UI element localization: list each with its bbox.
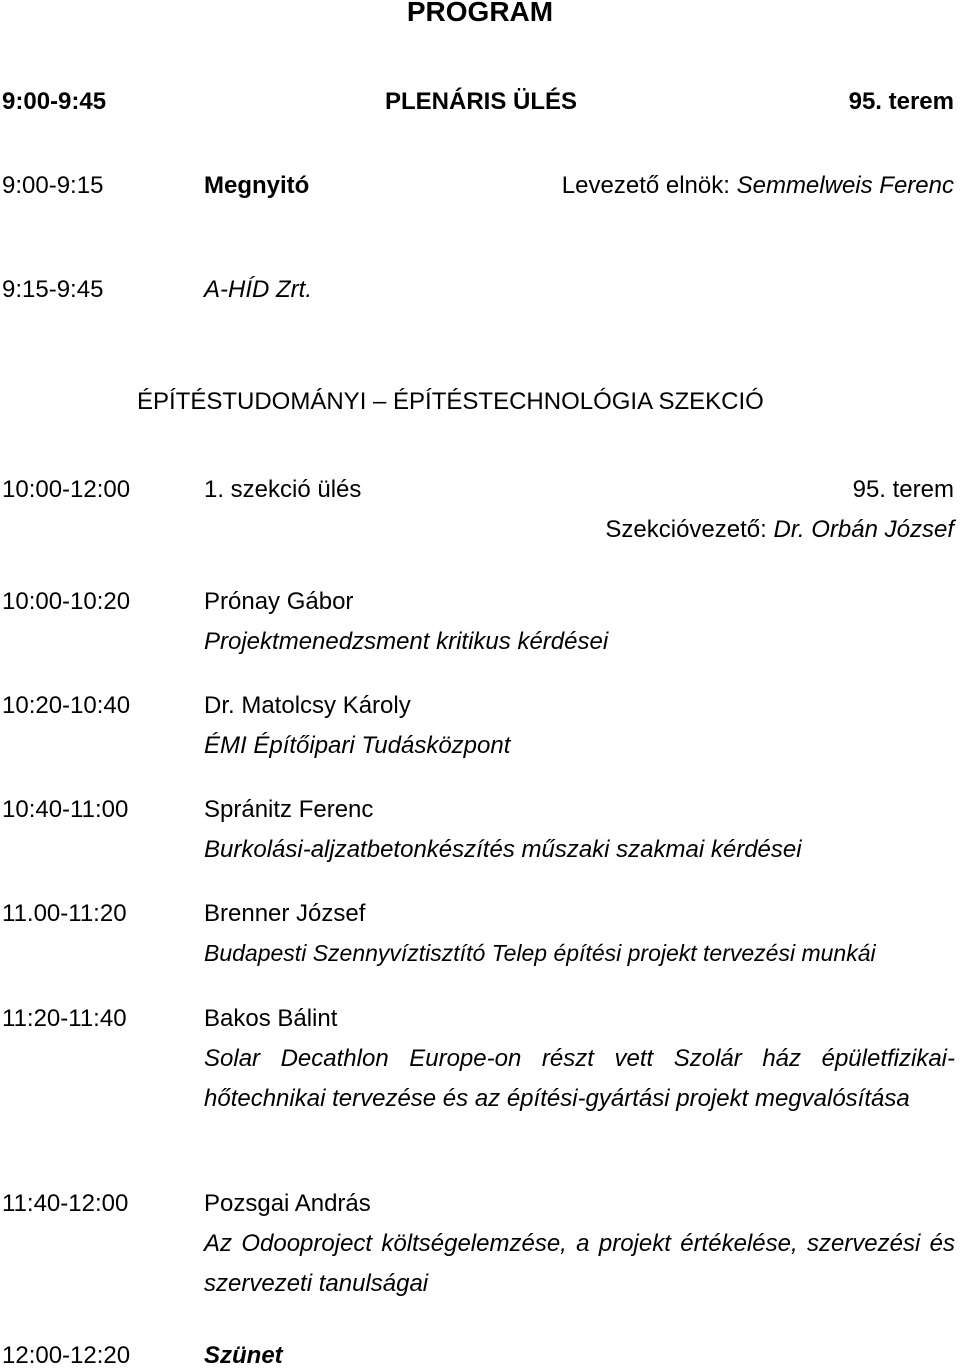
talk-speaker: Bakos Bálint — [204, 1005, 338, 1032]
session-room: 95. terem — [852, 476, 954, 503]
opening-chair — [562, 174, 954, 198]
talk-title: ÉMI Építőipari Tudásközpont — [204, 732, 511, 759]
talk-title: Projektmenedzsment kritikus kérdései — [204, 628, 609, 655]
session-chair-label: Szekcióvezető: — [605, 516, 774, 543]
talk-speaker: Prónay Gábor — [204, 588, 354, 615]
opening-time: 9:00-9:15 — [2, 172, 104, 199]
talk-speaker: Pozsgai András — [204, 1190, 371, 1217]
talk-title: Budapesti Szennyvíztisztító Telep építési projekt tervezési munkái — [204, 940, 876, 966]
page-title: PROGRAM — [406, 0, 554, 27]
talk-time: 11:20-11:40 — [2, 1005, 127, 1032]
opening-chair-name: Semmelweis Ferenc — [736, 172, 954, 199]
opening-name: Megnyitó — [204, 172, 310, 199]
session-chair — [605, 518, 954, 542]
talk-time: 10:00-10:20 — [2, 588, 131, 615]
talk-title: Az Odooproject költségelemzése, a projekt értékelése, szervezési és szervezeti tanulságai — [204, 1230, 955, 1297]
plenary-room: 95. terem — [848, 88, 954, 115]
talk-time: 11:40-12:00 — [2, 1190, 129, 1217]
talk-speaker: Dr. Matolcsy Károly — [204, 692, 411, 719]
plenary-talk-time: 9:15-9:45 — [2, 276, 104, 303]
break-label: Szünet — [204, 1342, 283, 1369]
talk-speaker: Brenner József — [204, 900, 366, 927]
talk-time: 10:40-11:00 — [2, 796, 129, 823]
plenary-title: PLENÁRIS ÜLÉS — [385, 88, 578, 115]
session-time: 10:00-12:00 — [2, 476, 131, 503]
session-chair-name: Dr. Orbán József — [773, 516, 954, 543]
talk-title: Solar Decathlon Europe-on részt vett Szolár ház épületfizikai-hőtechnikai tervezése és az építési-gyártási projekt megvalósítása — [204, 1045, 955, 1112]
talk-time: 11.00-11:20 — [2, 900, 127, 927]
opening-chair-label: Levezető elnök: — [561, 172, 737, 199]
talk-time: 10:20-10:40 — [2, 692, 131, 719]
talk-speaker: Spránitz Ferenc — [204, 796, 374, 823]
plenary-talk-name: A-HÍD Zrt. — [204, 276, 312, 303]
section-title: ÉPÍTÉSTUDOMÁNYI – ÉPÍTÉSTECHNOLÓGIA SZEKCIÓ — [137, 388, 764, 415]
break-time: 12:00-12:20 — [2, 1342, 131, 1369]
session-title: 1. szekció ülés — [204, 476, 362, 503]
plenary-time: 9:00-9:45 — [2, 88, 107, 115]
talk-title: Burkolási-aljzatbetonkészítés műszaki szakmai kérdései — [204, 836, 802, 863]
